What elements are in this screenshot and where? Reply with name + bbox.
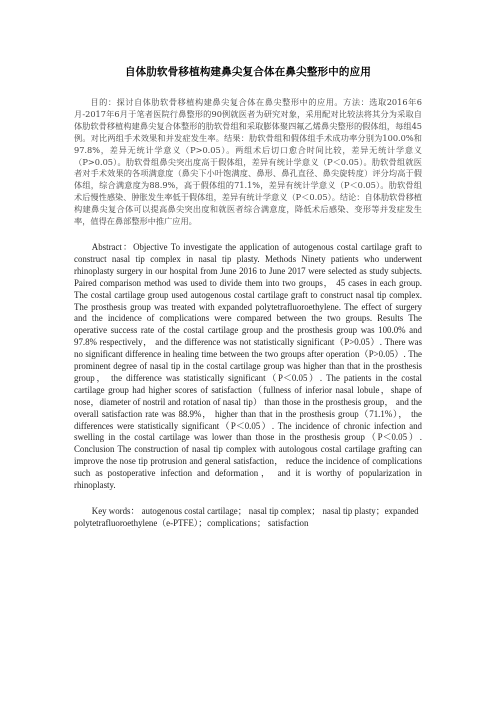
- paper-title: 自体肋软骨移植构建鼻尖复合体在鼻尖整形中的应用: [124, 66, 372, 78]
- english-abstract: Abstract：Objective To investigate the application of autogenous costal cartilage graft to construct nasal tip complex in nasal tip plasty. Methods Ninety patients who underwent rhinoplasty surgery in our hospital from June 2016 to June 2017 were selected as study subjects. Paired comparison method was used to divide them into two groups， 45 cases in each group. The costal cartilage group used autogenous costal cartilage graft to construct nasal tip complex. The prosthesis group was treated with expanded polytetrafluoroethylene. The effect of surgery and the incidence of complications were compared between the two groups. Results The operative success rate of the costal cartilage group and the prosthesis group was 100.0% and 97.8% respectively， and the difference was not statistically significant（P>0.05）. There was no significant difference in healing time between the two groups after operation（P>0.05）. The prominent degree of nasal tip in the costal cartilage group was higher than that in the prosthesis group， the difference was statistically significant（P＜0.05）. The patients in the costal cartilage group had higher scores of satisfaction（fullness of inferior nasal lobule，shape of nose，diameter of nostril and rotation of nasal tip） than those in the prosthesis group， and the overall satisfaction rate was 88.9%， higher than that in the prosthesis group（71.1%）， the differences were statistically significant（P＜0.05）. The incidence of chronic infection and swelling in the costal cartilage was lower than those in the prosthesis group（P＜0.05）. Conclusion The construction of nasal tip complex with autologous costal cartilage grafting can improve the nose tip protrusion and general satisfaction， reduce the incidence of complications such as postoperative infection and deformation， and it is worthy of popularization in rhinoplasty.: [74, 241, 422, 491]
- chinese-abstract: 目的：探讨自体肋软骨移植构建鼻尖复合体在鼻尖整形中的应用。方法：选取2016年6月-2017年6月于笔者医院行鼻整形的90例就医者为研究对象，采用配对比较法将其分为采取自体肋软骨移植构建鼻尖复合体整形的肋软骨组和采取膨体聚四氟乙烯鼻尖整形的假体组，每组45例。对比两组手术效果和并发症发生率。结果：肋软骨组和假体组手术成功率分别为100.0%和97.8%，差异无统计学意义（P>0.05）。两组术后切口愈合时间比较，差异无统计学意义（P>0.05）。肋软骨组鼻尖突出度高于假体组，差异有统计学意义（P＜0.05）。肋软骨组就医者对手术效果的各项满意度（鼻尖下小叶饱满度、鼻形、鼻孔直径、鼻尖旋转度）评分均高于假体组，综合满意度为88.9%，高于假体组的71.1%，差异有统计学意义（P＜0.05）。肋软骨组术后慢性感染、肿胀发生率低于假体组，差异有统计学意义（P＜0.05）。结论：自体肋软骨移植构建鼻尖复合体可以提高鼻尖突出度和就医者综合满意度，降低术后感染、变形等并发症发生率，值得在鼻部整形中推广应用。: [74, 97, 422, 227]
- keywords: Key words： autogenous costal cartilage； nasal tip complex； nasal tip plasty；expanded polytetrafluoroethylene（e-PTFE）；complications； satisfaction: [74, 506, 419, 528]
